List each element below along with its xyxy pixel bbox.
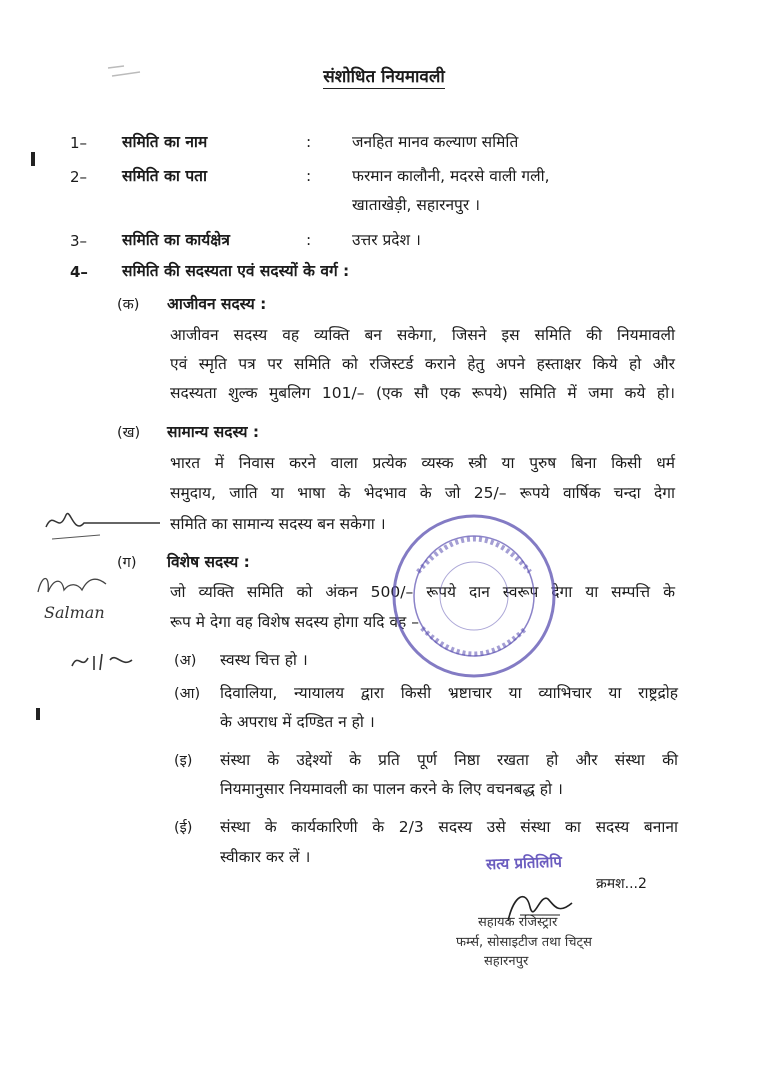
margin-signature-icon [68, 648, 138, 676]
society-name: जनहित मानव कल्याण समिति [352, 133, 519, 151]
condition-text-line: संस्था के कार्यकारिणी के 2/3 सदस्य उसे संस्था का सदस्य बनाना [220, 818, 678, 836]
margin-signature-name: Salman [44, 603, 105, 622]
registrar-title: सहायक रजिस्ट्रार [478, 915, 558, 930]
colon: : [306, 167, 312, 185]
registrar-city: सहारनपुर [484, 954, 529, 969]
lifetime-member-text-line: सदस्यता शुल्क मुबलिग 101/– (एक सौ एक रूपये) समिति में जमा कये हो। [170, 384, 675, 402]
colon: : [306, 133, 312, 151]
page-title: संशोधित नियमावली [323, 67, 445, 87]
condition-marker-a: (अ) [174, 653, 197, 669]
condition-text-line: नियमानुसार नियमावली का पालन करने के लिए वचनबद्ध हो । [220, 780, 563, 798]
section-label-area: समिति का कार्यक्षेत्र [122, 231, 230, 249]
section-number-4: 4– [70, 263, 88, 281]
section-number-2: 2– [70, 168, 88, 186]
condition-text-line: के अपराध में दण्डित न हो । [220, 713, 375, 731]
condition-marker-aa: (आ) [174, 686, 201, 702]
lifetime-member-heading: आजीवन सदस्य : [167, 295, 267, 313]
society-area: उत्तर प्रदेश । [352, 231, 421, 249]
colon: : [306, 231, 312, 249]
section-label-name: समिति का नाम [122, 133, 208, 151]
section-label-membership: समिति की सदस्यता एवं सदस्यों के वर्ग : [122, 262, 350, 280]
special-member-heading: विशेष सदस्य : [167, 553, 250, 571]
condition-text-line: संस्था के उद्देश्यों के प्रति पूर्ण निष्ठा रखता हो और संस्था की [220, 751, 678, 769]
sub-marker-kha: (ख) [117, 425, 141, 441]
lifetime-member-text-line: एवं स्मृति पत्र पर समिति को रजिस्टर्ड कराने हेतु अपने हस्ताक्षर किये हो और [170, 355, 675, 373]
section-label-address: समिति का पता [122, 167, 207, 185]
society-address-line2: खाताखेड़ी, सहारनपुर । [352, 196, 480, 214]
section-number-1: 1– [70, 134, 88, 152]
section-number-3: 3– [70, 232, 88, 250]
sub-marker-ga: (ग) [117, 555, 137, 571]
attested-copy-stamp: सत्य प्रतिलिपि [485, 852, 563, 874]
punch-mark [36, 708, 40, 720]
condition-marker-i: (इ) [174, 753, 193, 769]
condition-marker-ii: (ई) [174, 820, 193, 836]
scribble-mark-icon [104, 58, 144, 80]
general-member-heading: सामान्य सदस्य : [167, 423, 260, 441]
condition-text-line: स्वस्थ चित्त हो । [220, 651, 308, 669]
society-address-line1: फरमान कालौनी, मदरसे वाली गली, [352, 167, 550, 185]
margin-signature-icon [40, 505, 170, 545]
official-seal-icon [388, 510, 560, 682]
general-member-text-line: समिति का सामान्य सदस्य बन सकेगा । [170, 515, 386, 533]
sub-marker-ka: (क) [117, 297, 140, 313]
special-member-text-line: रूप मे देगा वह विशेष सदस्य होगा यदि वह – [170, 613, 419, 631]
margin-signature-icon [34, 568, 114, 602]
general-member-text-line: भारत में निवास करने वाला प्रत्येक व्यस्क स्त्री या पुरुष बिना किसी धर्म [170, 454, 675, 472]
continued-marker: क्रमश...2 [596, 876, 647, 892]
special-member-text-line: जो व्यक्ति समिति को अंकन 500/– रूपये दान स्वरूप देगा या सम्पत्ति के [170, 583, 675, 601]
condition-text-line: स्वीकार कर लें । [220, 848, 311, 866]
punch-mark [31, 152, 35, 166]
lifetime-member-text-line: आजीवन सदस्य वह व्यक्ति बन सकेगा, जिसने इस समिति की नियमावली [170, 326, 675, 344]
general-member-text-line: समुदाय, जाति या भाषा के भेदभाव के जो 25/– रूपये वार्षिक चन्दा देगा [170, 484, 675, 502]
registrar-office: फर्म्स, सोसाइटीज तथा चिट्स [456, 935, 592, 950]
condition-text-line: दिवालिया, न्यायालय द्वारा किसी भ्रष्टाचार या व्याभिचार या राष्ट्रद्रोह [220, 684, 678, 702]
registrar-signature-icon [500, 885, 580, 930]
